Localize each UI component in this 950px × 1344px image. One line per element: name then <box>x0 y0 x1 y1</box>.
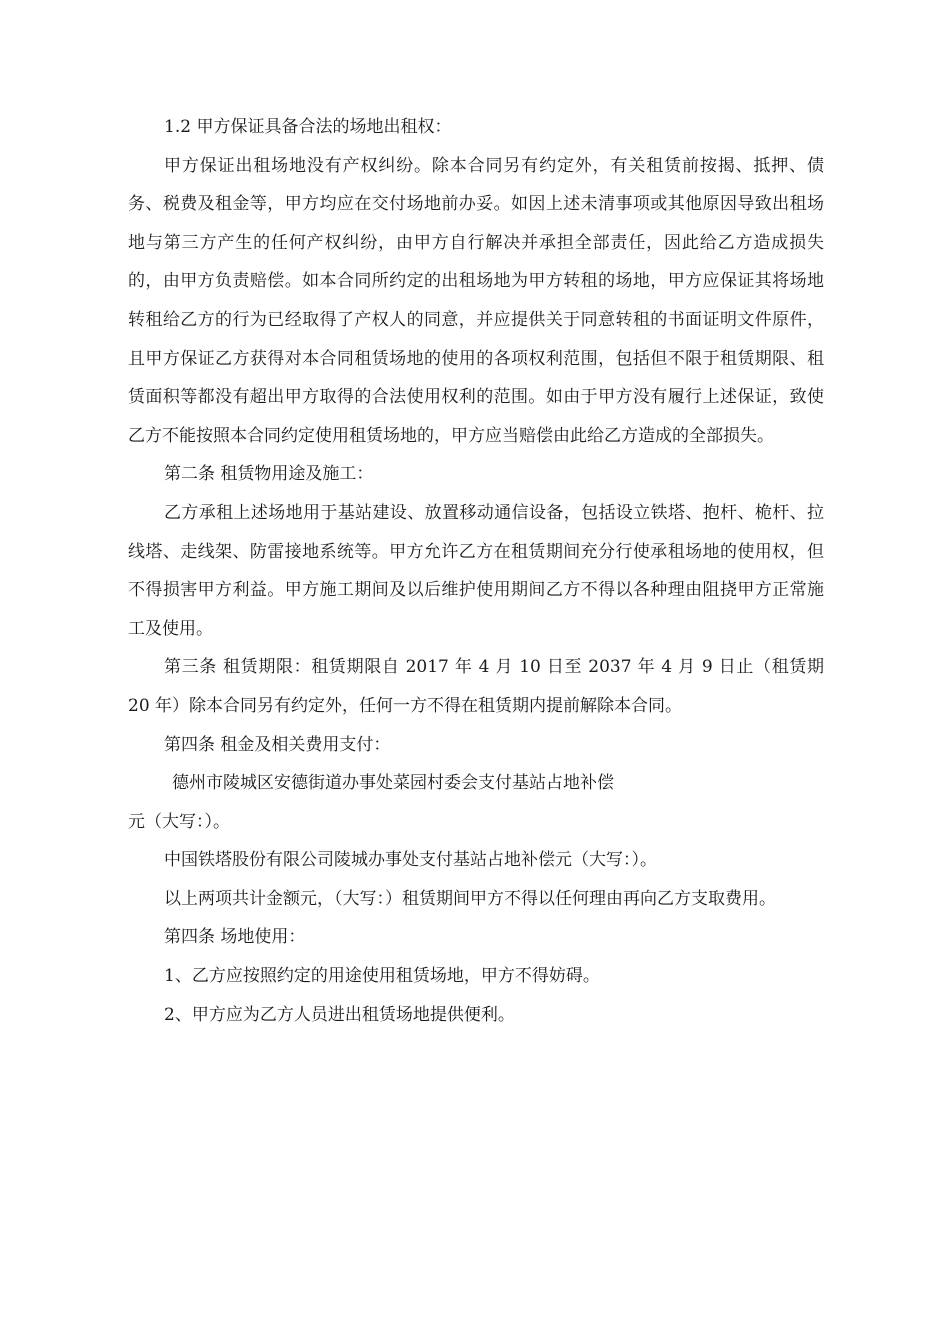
document-body <box>128 108 824 1034</box>
payment-line-1b: 元（大写：）。 <box>128 811 230 832</box>
article-3-lease-term: 第三条 租赁期限：租赁期限自 2017 年 4 月 10 日至 2037 年 4 月 9 日止（租赁期 20 年）除本合同另有约定外，任何一方不得在租赁期内提前解除本合同。 <box>128 657 824 716</box>
use-item-2: 2、甲方应为乙方人员进出租赁场地提供便利。 <box>164 1004 515 1025</box>
article-2-body: 乙方承租上述场地用于基站建设、放置移动通信设备，包括设立铁塔、抱杆、桅杆、拉线塔、走线架、防雷接地系统等。甲方允许乙方在租赁期间充分行使承租场地的使用权，但不得损害甲方利益。甲方施工期间及以后维护使用期间乙方不得以各种理由阻挠甲方正常施工及使用。 <box>128 502 824 639</box>
payment-line-1a: 德州市陵城区安德街道办事处菜园村委会支付基站占地补偿 <box>172 773 614 794</box>
article-4b-heading: 第四条 场地使用： <box>164 927 306 948</box>
section-1-2-body: 甲方保证出租场地没有产权纠纷。除本合同另有约定外，有关租赁前按揭、抵押、债务、税费及租金等，甲方均应在交付场地前办妥。如因上述未清事项或其他原因导致出租场地与第三方产生的任何产权纠纷，由甲方自行解决并承担全部责任，因此给乙方造成损失的，由甲方负责赔偿。如本合同所约定的出租场地为甲方转租的场地，甲方应保证其将场地转租给乙方的行为已经取得了产权人的同意，并应提供关于同意转租的书面证明文件原件，且甲方保证乙方获得对本合同租赁场地的使用的各项权利范围，包括但不限于租赁期限、租赁面积等都没有超出甲方取得的合法使用权利的范围。如由于甲方没有履行上述保证，致使乙方不能按照本合同约定使用租赁场地的，甲方应当赔偿由此给乙方造成的全部损失。 <box>128 155 824 446</box>
payment-total: 以上两项共计金额元，（大写：）租赁期间甲方不得以任何理由再向乙方支取费用。 <box>164 888 776 909</box>
article-4-heading: 第四条 租金及相关费用支付： <box>164 734 391 755</box>
use-item-1: 1、乙方应按照约定的用途使用租赁场地，甲方不得妨碍。 <box>164 966 600 987</box>
article-2-heading: 第二条 租赁物用途及施工： <box>164 464 374 485</box>
section-1-2-heading: 1.2 甲方保证具备合法的场地出租权： <box>164 117 452 137</box>
payment-line-2: 中国铁塔股份有限公司陵城办事处支付基站占地补偿元（大写：）。 <box>164 850 657 871</box>
